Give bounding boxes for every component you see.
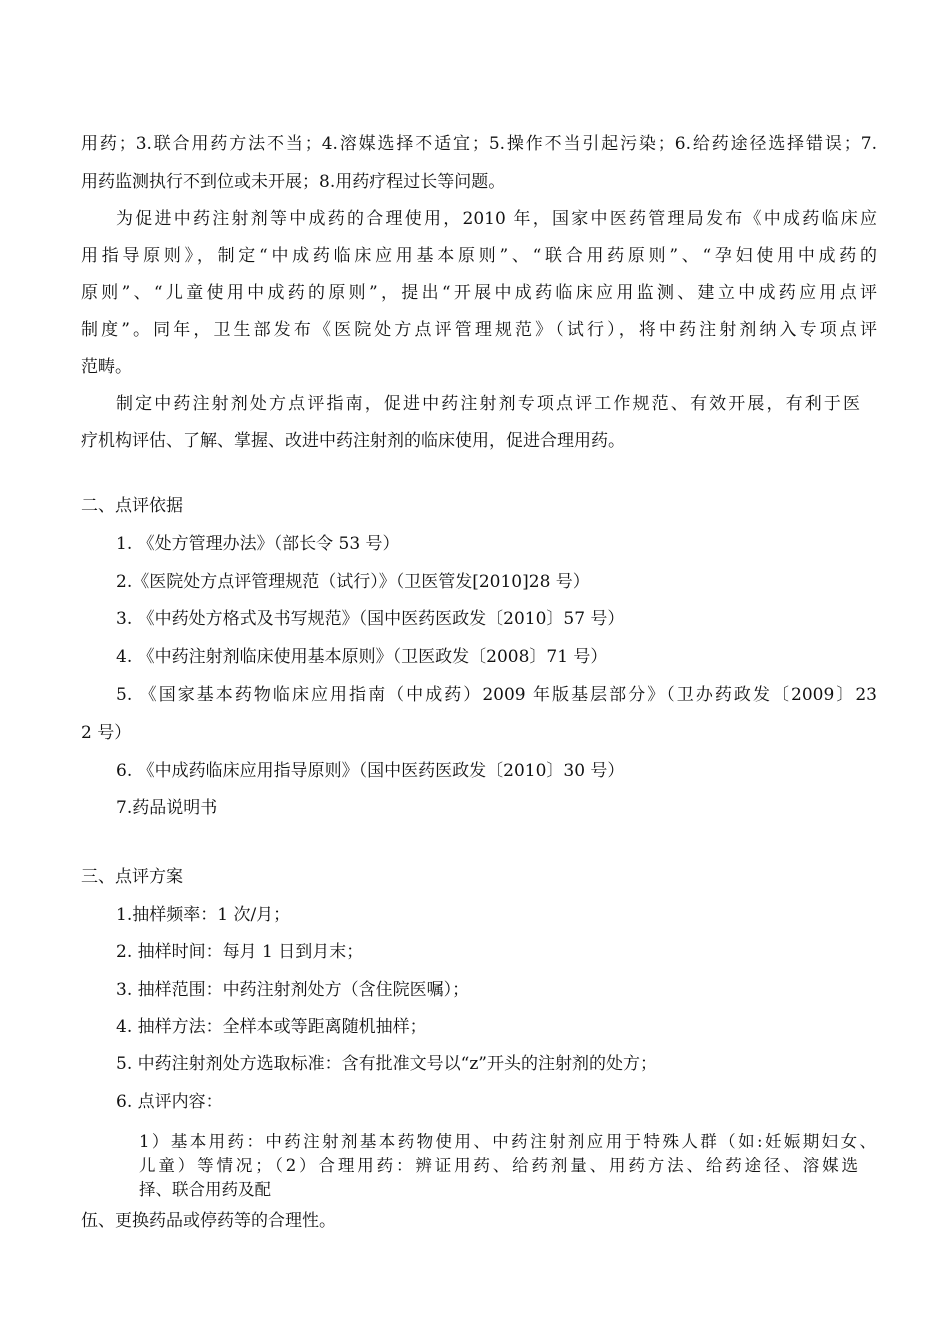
- intro-line-2: 用药监测执行不到位或未开展；8.用药疗程过长等问题。: [81, 172, 506, 192]
- para3-line-2: 疗机构评估、了解、掌握、改进中药注射剂的临床使用，促进合理用药。: [81, 431, 625, 451]
- basis-item-3: 3. 《中药处方格式及书写规范》（国中医药医政发〔2010〕57 号）: [116, 609, 625, 629]
- para2-line-2: 用指导原则》，制定“中成药临床应用基本原则”、“联合用药原则”、“孕妇使用中成药的: [81, 246, 877, 266]
- plan-item-1: 1.抽样频率：1 次/月；: [116, 905, 291, 925]
- para2-line-4: 制度”。同年，卫生部发布《医院处方点评管理规范》（试行），将中药注射剂纳入专项点评: [81, 320, 877, 340]
- para3-line-1: 制定中药注射剂处方点评指南，促进中药注射剂专项点评工作规范、有效开展，有利于医: [116, 394, 860, 414]
- section2-heading: 二、点评依据: [81, 496, 183, 516]
- basis-item-2: 2.《医院处方点评管理规范（试行）》（卫医管发[2010]28 号）: [116, 572, 590, 592]
- para2-line-5: 范畴。: [81, 357, 132, 377]
- basis-item-6: 6. 《中成药临床应用指导原则》（国中医药医政发〔2010〕30 号）: [116, 761, 625, 781]
- basis-item-7: 7.药品说明书: [116, 798, 218, 818]
- basis-item-5-cont: 2 号）: [81, 723, 132, 743]
- plan-item-6: 6. 点评内容：: [116, 1092, 223, 1112]
- plan-item-3: 3. 抽样范围：中药注射剂处方（含住院医嘱）；: [116, 980, 470, 1000]
- section3-heading: 三、点评方案: [81, 867, 183, 887]
- basis-item-4: 4. 《中药注射剂临床使用基本原则》（卫医政发〔2008〕71 号）: [116, 647, 608, 667]
- review-content-line-1: 1）基本用药：中药注射剂基本药物使用、中药注射剂应用于特殊人群（如:妊娠期妇女、: [139, 1132, 876, 1151]
- intro-line-1: 用药；3.联合用药方法不当；4.溶媒选择不适宜；5.操作不当引起污染；6.给药途径选择错误；7.: [81, 134, 877, 154]
- plan-item-4: 4. 抽样方法：全样本或等距离随机抽样；: [116, 1017, 427, 1037]
- review-content-line-3: 择、联合用药及配: [139, 1180, 271, 1199]
- review-content-line-2: 儿童）等情况；（2）合理用药：辨证用药、给药剂量、用药方法、给药途径、溶媒选: [139, 1156, 858, 1175]
- basis-item-5: 5. 《国家基本药物临床应用指南（中成药）2009 年版基层部分》（卫办药政发〔2009〕23: [116, 685, 877, 705]
- plan-item-5: 5. 中药注射剂处方选取标准：含有批准文号以“z”开头的注射剂的处方；: [116, 1054, 657, 1074]
- para2-line-1: 为促进中药注射剂等中成药的合理使用，2010 年，国家中医药管理局发布《中成药临床应: [116, 209, 877, 229]
- para2-line-3: 原则”、“儿童使用中成药的原则”，提出“开展中成药临床应用监测、建立中成药应用点评: [81, 283, 877, 303]
- plan-item-2: 2. 抽样时间：每月 1 日到月末；: [116, 942, 364, 962]
- closing-line: 伍、更换药品或停药等的合理性。: [81, 1211, 336, 1231]
- basis-item-1: 1. 《处方管理办法》（部长令 53 号）: [116, 534, 400, 554]
